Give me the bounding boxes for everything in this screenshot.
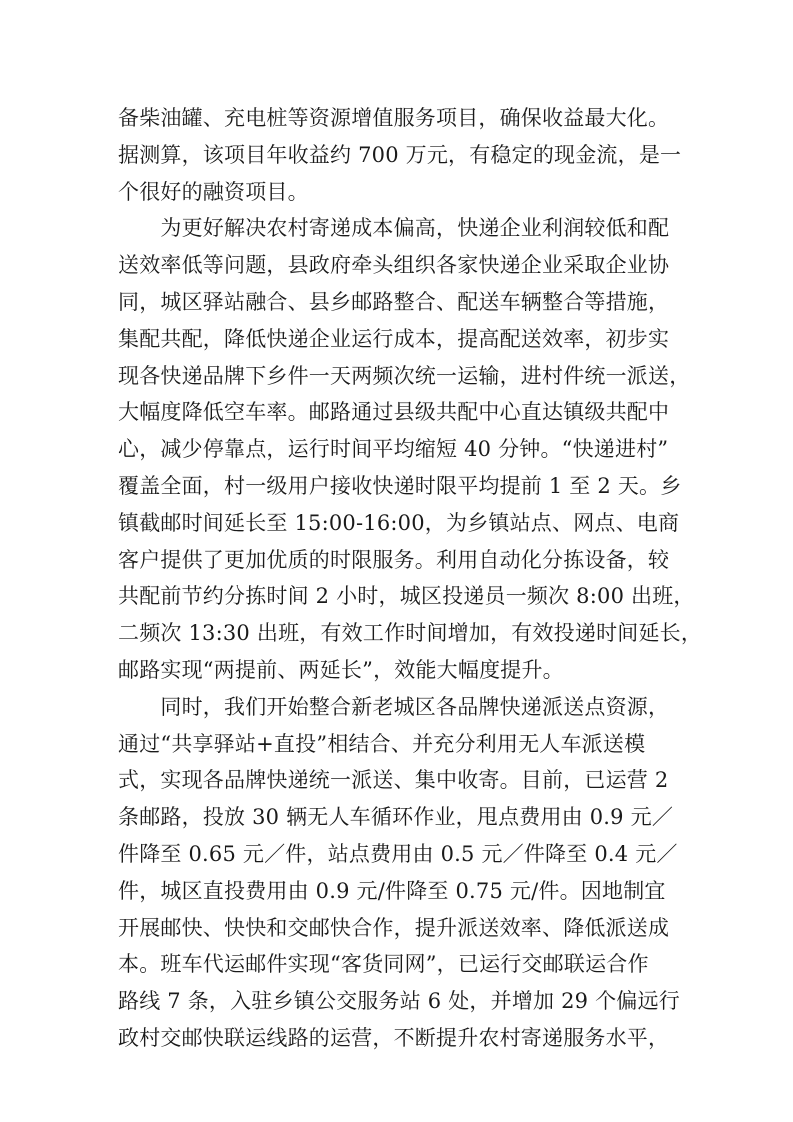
text-line: 同，城区驿站融合、县乡邮路整合、配送车辆整合等措施， — [118, 289, 670, 314]
text-line: 本。班车代运邮件实现“客货同网”，已运行交邮联运合作 — [118, 952, 649, 977]
text-line: 通过“共享驿站+直投”相结合、并充分利用无人车派送模 — [118, 731, 646, 756]
text-line: 二频次 13:30 出班，有效工作时间增加，有效投递时间延长， — [118, 621, 703, 646]
text-line: 客户提供了更加优质的时限服务。利用自动化分拣设备，较 — [118, 547, 670, 572]
text-line: 条邮路，投放 30 辆无人车循环作业，甩点费用由 0.9 元／ — [118, 805, 674, 830]
text-line: 据测算，该项目年收益约 700 万元，有稳定的现金流，是一 — [118, 142, 682, 167]
text-line: 件降至 0.65 元／件，站点费用由 0.5 元／件降至 0.4 元／ — [118, 841, 678, 866]
text-line: 路线 7 条，入驻乡镇公交服务站 6 处，并增加 29 个偏远行 — [118, 989, 680, 1014]
text-line: 覆盖全面，村一级用户接收快递时限平均提前 1 至 2 天。乡 — [118, 473, 682, 498]
text-line: 件，城区直投费用由 0.9 元/件降至 0.75 元/件。因地制宜 — [118, 878, 666, 903]
text-line: 式，实现各品牌快递统一派送、集中收寄。目前，已运营 2 — [118, 768, 669, 793]
text-line: 大幅度降低空车率。邮路通过县级共配中心直达镇级共配中 — [118, 400, 670, 425]
text-line: 政村交邮快联运线路的运营，不断提升农村寄递服务水平， — [118, 1025, 670, 1050]
text-line: 备柴油罐、充电桩等资源增值服务项目，确保收益最大化。 — [118, 106, 670, 130]
text-line: 心，减少停靠点，运行时间平均缩短 40 分钟。“快递进村” — [118, 437, 669, 462]
text-line: 同时，我们开始整合新老城区各品牌快递派送点资源， — [118, 694, 670, 719]
text-line: 镇截邮时间延长至 15:00-16:00，为乡镇站点、网点、电商 — [118, 510, 680, 535]
text-line: 邮路实现“两提前、两延长”，效能大幅度提升。 — [118, 657, 564, 682]
text-line: 集配共配，降低快递企业运行成本，提高配送效率，初步实 — [118, 326, 670, 351]
text-line: 开展邮快、快快和交邮快合作，提升派送效率、降低派送成 — [118, 915, 670, 940]
text-line: 送效率低等问题，县政府牵头组织各家快递企业采取企业协 — [118, 253, 670, 278]
text-line: 为更好解决农村寄递成本偏高，快递企业利润较低和配 — [118, 216, 670, 241]
text-line: 个很好的融资项目。 — [118, 179, 309, 204]
body-text — [118, 100, 703, 1057]
text-line: 现各快递品牌下乡件一天两频次统一运输，进村件统一派送， — [118, 363, 691, 388]
text-line: 共配前节约分拣时间 2 小时，城区投递员一频次 8:00 出班， — [118, 584, 695, 609]
